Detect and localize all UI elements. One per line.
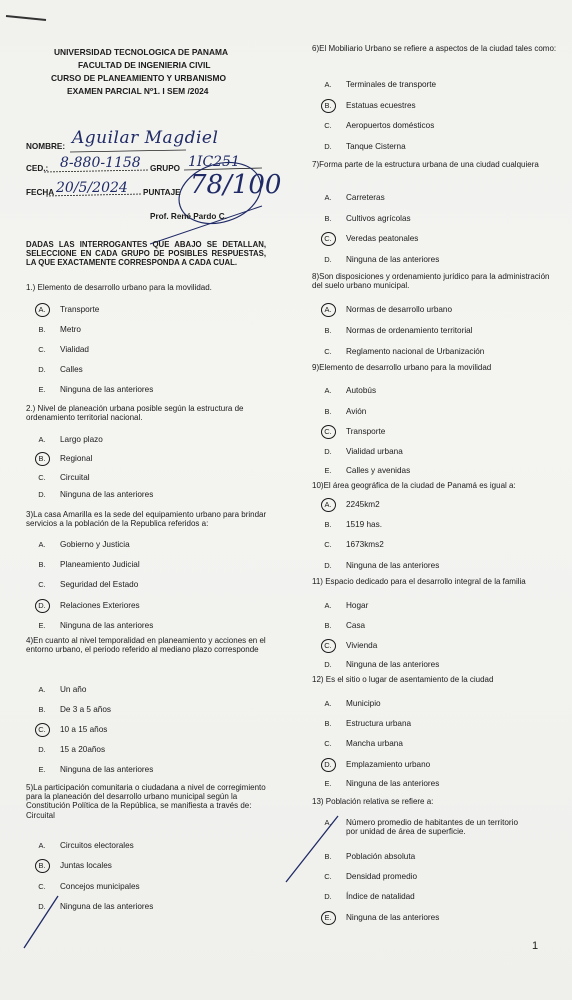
option-letter: B. — [324, 719, 332, 728]
option-letter: A. — [38, 435, 46, 444]
option-text: Población absoluta — [346, 852, 416, 861]
question-9-option-d[interactable] — [320, 447, 403, 456]
answer-circle-mark — [321, 498, 336, 512]
option-letter: B. — [324, 407, 332, 416]
option-letter: C. — [38, 882, 46, 891]
option-letter: D. — [38, 365, 46, 374]
option-text: Carreteras — [346, 193, 385, 202]
option-letter: D. — [38, 745, 46, 754]
question-3-option-a[interactable] — [34, 540, 130, 549]
answer-circle-mark — [35, 859, 50, 873]
question-13-option-b[interactable] — [320, 852, 415, 861]
option-letter: A. — [38, 540, 46, 549]
option-text: Regional — [60, 454, 93, 463]
option-text: Circuitos electorales — [60, 841, 134, 850]
option-letter: A. — [324, 818, 332, 827]
option-text: Calles y avenidas — [346, 466, 411, 475]
option-letter: C. — [324, 540, 332, 549]
option-text: Circuital — [60, 473, 90, 482]
question-10-option-d[interactable] — [320, 561, 439, 570]
question-5-option-d[interactable] — [34, 902, 153, 911]
header-exam: EXAMEN PARCIAL Nº1. I SEM /2024 — [67, 86, 209, 96]
option-letter: D. — [38, 490, 46, 499]
option-letter: E. — [324, 779, 332, 788]
page-number: 1 — [532, 940, 539, 952]
option-letter: B. — [324, 852, 332, 861]
header-course: CURSO DE PLANEAMIENTO Y URBANISMO — [51, 73, 226, 83]
question-8-option-c[interactable] — [320, 347, 484, 356]
option-text: Un año — [60, 685, 87, 694]
option-letter: B. — [38, 325, 46, 334]
option-letter: B. — [38, 560, 46, 569]
option-text: Número promedio de habitantes de un territorio por unidad de área de superficie. — [346, 818, 519, 836]
option-text: Transporte — [60, 305, 100, 314]
option-text: Autobús — [346, 386, 377, 395]
question-7-text: 7)Forma parte de la estructura urbana de una ciudad cualquiera — [312, 160, 539, 169]
option-letter: B. — [324, 214, 332, 223]
question-1-text: 1.) Elemento de desarrollo urbano para la movilidad. — [26, 283, 212, 292]
question-13-option-c[interactable] — [320, 872, 417, 881]
option-letter: A. — [38, 305, 46, 314]
question-11-option-a[interactable] — [320, 601, 368, 610]
option-text: 10 a 15 años — [60, 725, 108, 734]
option-text: Casa — [346, 621, 366, 630]
question-7-option-a[interactable] — [320, 193, 385, 202]
option-text: Normas de ordenamiento territorial — [346, 326, 473, 335]
option-letter: D. — [324, 142, 332, 151]
option-text: Normas de desarrollo urbano — [346, 305, 453, 314]
option-letter: C. — [38, 725, 46, 734]
option-text: Ninguna de las anteriores — [346, 913, 440, 922]
option-text: Gobierno y Justicia — [60, 540, 130, 549]
question-2-option-a[interactable] — [34, 435, 103, 444]
option-text: Mancha urbana — [346, 739, 403, 748]
option-letter: C. — [324, 739, 332, 748]
header-faculty: FACULTAD DE INGENIERIA CIVIL — [78, 60, 211, 70]
question-6-option-c[interactable] — [320, 121, 434, 130]
option-letter: D. — [38, 902, 46, 911]
fecha-label: FECHA — [26, 188, 55, 197]
ced-label: CED.: — [26, 164, 49, 173]
question-10-text: 10)El área geográfica de la ciudad de Panamá es igual a: — [312, 481, 516, 490]
option-text: Ninguna de las anteriores — [346, 255, 440, 264]
option-letter: A. — [324, 193, 332, 202]
question-4-option-a[interactable] — [34, 685, 86, 694]
question-6-text: 6)El Mobiliario Urbano se refiere a aspectos de la ciudad tales como: — [312, 44, 557, 53]
option-letter: A. — [38, 685, 46, 694]
option-letter: C. — [324, 234, 332, 243]
grupo-label: GRUPO — [150, 164, 181, 173]
answer-circle-mark — [321, 232, 336, 246]
question-10-option-c[interactable] — [320, 540, 384, 549]
option-letter: C. — [38, 345, 46, 354]
option-text: Ninguna de las anteriores — [346, 561, 440, 570]
option-text: Aeropuertos domésticos — [346, 121, 435, 130]
answer-circle-mark — [321, 303, 336, 317]
option-text: Tanque Cisterna — [346, 142, 406, 151]
option-text: Cultivos agrícolas — [346, 214, 411, 223]
question-1-option-d[interactable] — [34, 365, 83, 374]
question-2-text: 2.) Nivel de planeación urbana posible según la estructura de ordenamiento territorial nacional. — [26, 404, 244, 423]
question-3-option-c[interactable] — [34, 580, 138, 589]
option-text: Ninguna de las anteriores — [60, 621, 154, 630]
question-12-option-d[interactable] — [320, 760, 430, 769]
option-letter: D. — [324, 561, 332, 570]
option-text: Ninguna de las anteriores — [60, 490, 154, 499]
option-text: Hogar — [346, 601, 369, 610]
option-letter: A. — [324, 601, 332, 610]
option-text: Veredas peatonales — [346, 234, 419, 243]
question-9-option-a[interactable] — [320, 386, 376, 395]
option-text: Ninguna de las anteriores — [60, 765, 154, 774]
question-11-option-b[interactable] — [320, 621, 365, 630]
answer-circle-mark — [35, 599, 50, 613]
header-university: UNIVERSIDAD TECNOLOGICA DE PANAMA — [54, 47, 229, 57]
option-text: Concejos municipales — [60, 882, 140, 891]
option-letter: C. — [38, 580, 46, 589]
question-4-option-d[interactable] — [34, 745, 105, 754]
option-text: Reglamento nacional de Urbanización — [346, 347, 485, 356]
option-text: Ninguna de las anteriores — [346, 779, 440, 788]
option-text: Ninguna de las anteriores — [60, 902, 154, 911]
answer-circle-mark — [321, 639, 336, 653]
option-text: Estructura urbana — [346, 719, 412, 728]
question-4-text: 4)En cuanto al nivel temporalidad en planeamiento y acciones en el entorno urbano, el periodo referido al mediano plazo corresponde — [26, 636, 266, 655]
question-5-option-c[interactable] — [34, 882, 140, 891]
question-1-option-b[interactable] — [34, 325, 81, 334]
option-letter: B. — [324, 621, 332, 630]
option-letter: C. — [324, 121, 332, 130]
option-letter: B. — [324, 101, 332, 110]
instructions: DADAS LAS INTERROGANTES QUE ABAJO SE DETALLAN, SELECCIONE EN CADA GRUPO DE POSIBLES RESPUESTAS, LA QUE EXACTAMENTE CORRESPONDA A CADA CUAL. — [26, 240, 266, 268]
question-8-text: 8)Son disposiciones y ordenamiento jurídico para la administración del suelo urbano municipal. — [312, 272, 550, 291]
answer-circle-mark — [35, 723, 50, 737]
option-letter: E. — [38, 385, 46, 394]
option-letter: D. — [38, 601, 46, 610]
question-11-option-d[interactable] — [320, 660, 439, 669]
puntaje-value: 78/100 — [190, 170, 282, 200]
option-letter: E. — [38, 621, 46, 630]
option-letter: A. — [324, 80, 332, 89]
question-1-option-c[interactable] — [34, 345, 89, 354]
question-13-option-d[interactable] — [320, 892, 415, 901]
nombre-value: Aguilar Magdiel — [72, 128, 219, 148]
option-text: Emplazamiento urbano — [346, 760, 431, 769]
option-letter: B. — [324, 326, 332, 335]
option-letter: E. — [324, 913, 332, 922]
option-text: 15 a 20años — [60, 745, 106, 754]
question-3-option-e[interactable] — [34, 621, 153, 630]
option-text: Vivienda — [346, 641, 378, 650]
option-letter: A. — [324, 386, 332, 395]
option-text: 2245km2 — [346, 500, 380, 509]
question-13-option-e[interactable] — [320, 913, 520, 922]
option-text: Transporte — [346, 427, 386, 436]
answer-circle-mark — [321, 425, 336, 439]
option-text: Avión — [346, 407, 367, 416]
answer-circle-mark — [321, 758, 336, 772]
nombre-label: NOMBRE: — [26, 142, 66, 151]
option-letter: D. — [324, 892, 332, 901]
fecha-value: 20/5/2024 — [56, 180, 128, 196]
option-text: Índice de natalidad — [346, 892, 415, 901]
question-12-option-b[interactable] — [320, 719, 411, 728]
question-7-option-d[interactable] — [320, 255, 439, 264]
option-letter: D. — [324, 760, 332, 769]
question-3-option-b[interactable] — [34, 560, 140, 569]
question-8-option-b[interactable] — [320, 326, 473, 335]
option-text: Seguridad del Estado — [60, 580, 139, 589]
option-text: Metro — [60, 325, 81, 334]
option-letter: B. — [38, 861, 46, 870]
question-12-option-a[interactable] — [320, 699, 381, 708]
option-letter: A. — [324, 500, 332, 509]
question-4-option-b[interactable] — [34, 705, 111, 714]
question-12-option-e[interactable] — [320, 779, 439, 788]
option-letter: C. — [324, 872, 332, 881]
option-text: 1673kms2 — [346, 540, 384, 549]
option-letter: B. — [324, 520, 332, 529]
question-3-text: 3)La casa Amarilla es la sede del equipamiento urbano para brindar servicios a la población de la Republica referidos a: — [26, 510, 267, 529]
option-letter: E. — [324, 466, 332, 475]
option-letter: D. — [324, 447, 332, 456]
option-text: Estatuas ecuestres — [346, 101, 416, 110]
question-8-option-a[interactable] — [320, 305, 452, 314]
option-letter: C. — [324, 427, 332, 436]
option-letter: E. — [38, 765, 46, 774]
question-11-text: 11) Espacio dedicado para el desarrollo integral de la familia — [312, 577, 526, 586]
question-5-option-a[interactable] — [34, 841, 134, 850]
grupo-value: 1IC251 — [188, 154, 240, 170]
question-2-option-d[interactable] — [34, 490, 153, 499]
option-text: Largo plazo — [60, 435, 103, 444]
option-text: De 3 a 5 años — [60, 705, 111, 714]
option-text: Ninguna de las anteriores — [60, 385, 154, 394]
professor-name: Prof. René Pardo C. — [150, 212, 227, 221]
option-text: Densidad promedio — [346, 872, 418, 881]
question-4-option-e[interactable] — [34, 765, 153, 774]
option-letter: C. — [38, 473, 46, 482]
option-text: Juntas locales — [60, 861, 112, 870]
question-6-option-d[interactable] — [320, 142, 406, 151]
question-1-option-e[interactable] — [34, 385, 153, 394]
option-text: Relaciones Exteriores — [60, 601, 140, 610]
question-13-text: 13) Población relativa se refiere a: — [312, 797, 434, 806]
option-letter: A. — [38, 841, 46, 850]
option-letter: D. — [324, 255, 332, 264]
question-12-option-c[interactable] — [320, 739, 403, 748]
option-letter: B. — [38, 705, 46, 714]
question-10-option-b[interactable] — [320, 520, 382, 529]
answer-circle-mark — [35, 303, 50, 317]
question-9-text: 9)Elemento de desarrollo urbano para la movilidad — [312, 363, 492, 372]
option-text: Municipio — [346, 699, 381, 708]
question-12-text: 12) Es el sitio o lugar de asentamiento de la ciudad — [312, 675, 494, 684]
puntaje-label: PUNTAJE — [143, 188, 181, 197]
option-text: Planeamiento Judicial — [60, 560, 140, 569]
question-7-option-b[interactable] — [320, 214, 411, 223]
option-text: Terminales de transporte — [346, 80, 437, 89]
question-5-text: 5)La participación comunitaria o ciudadana a nivel de corregimiento para la planeación del desarrollo urbano municipal según la Constitución Política de la República, se manifiesta a través de: Circuital — [26, 783, 266, 820]
question-9-option-b[interactable] — [320, 407, 366, 416]
option-text: Calles — [60, 365, 83, 374]
option-text: Vialidad — [60, 345, 89, 354]
option-letter: C. — [324, 347, 332, 356]
option-text: Vialidad urbana — [346, 447, 403, 456]
option-letter: C. — [324, 641, 332, 650]
answer-circle-mark — [321, 911, 336, 925]
question-13-option-a[interactable] — [320, 818, 526, 836]
question-2-option-c[interactable] — [34, 473, 90, 482]
answer-circle-mark — [321, 99, 336, 113]
option-letter: D. — [324, 660, 332, 669]
option-letter: B. — [38, 454, 46, 463]
question-9-option-e[interactable] — [320, 466, 410, 475]
ced-value: 8-880-1158 — [60, 155, 141, 171]
option-letter: A. — [324, 699, 332, 708]
option-letter: A. — [324, 305, 332, 314]
question-6-option-a[interactable] — [320, 80, 436, 89]
option-text: 1519 has. — [346, 520, 382, 529]
answer-circle-mark — [35, 452, 50, 466]
option-text: Ninguna de las anteriores — [346, 660, 440, 669]
